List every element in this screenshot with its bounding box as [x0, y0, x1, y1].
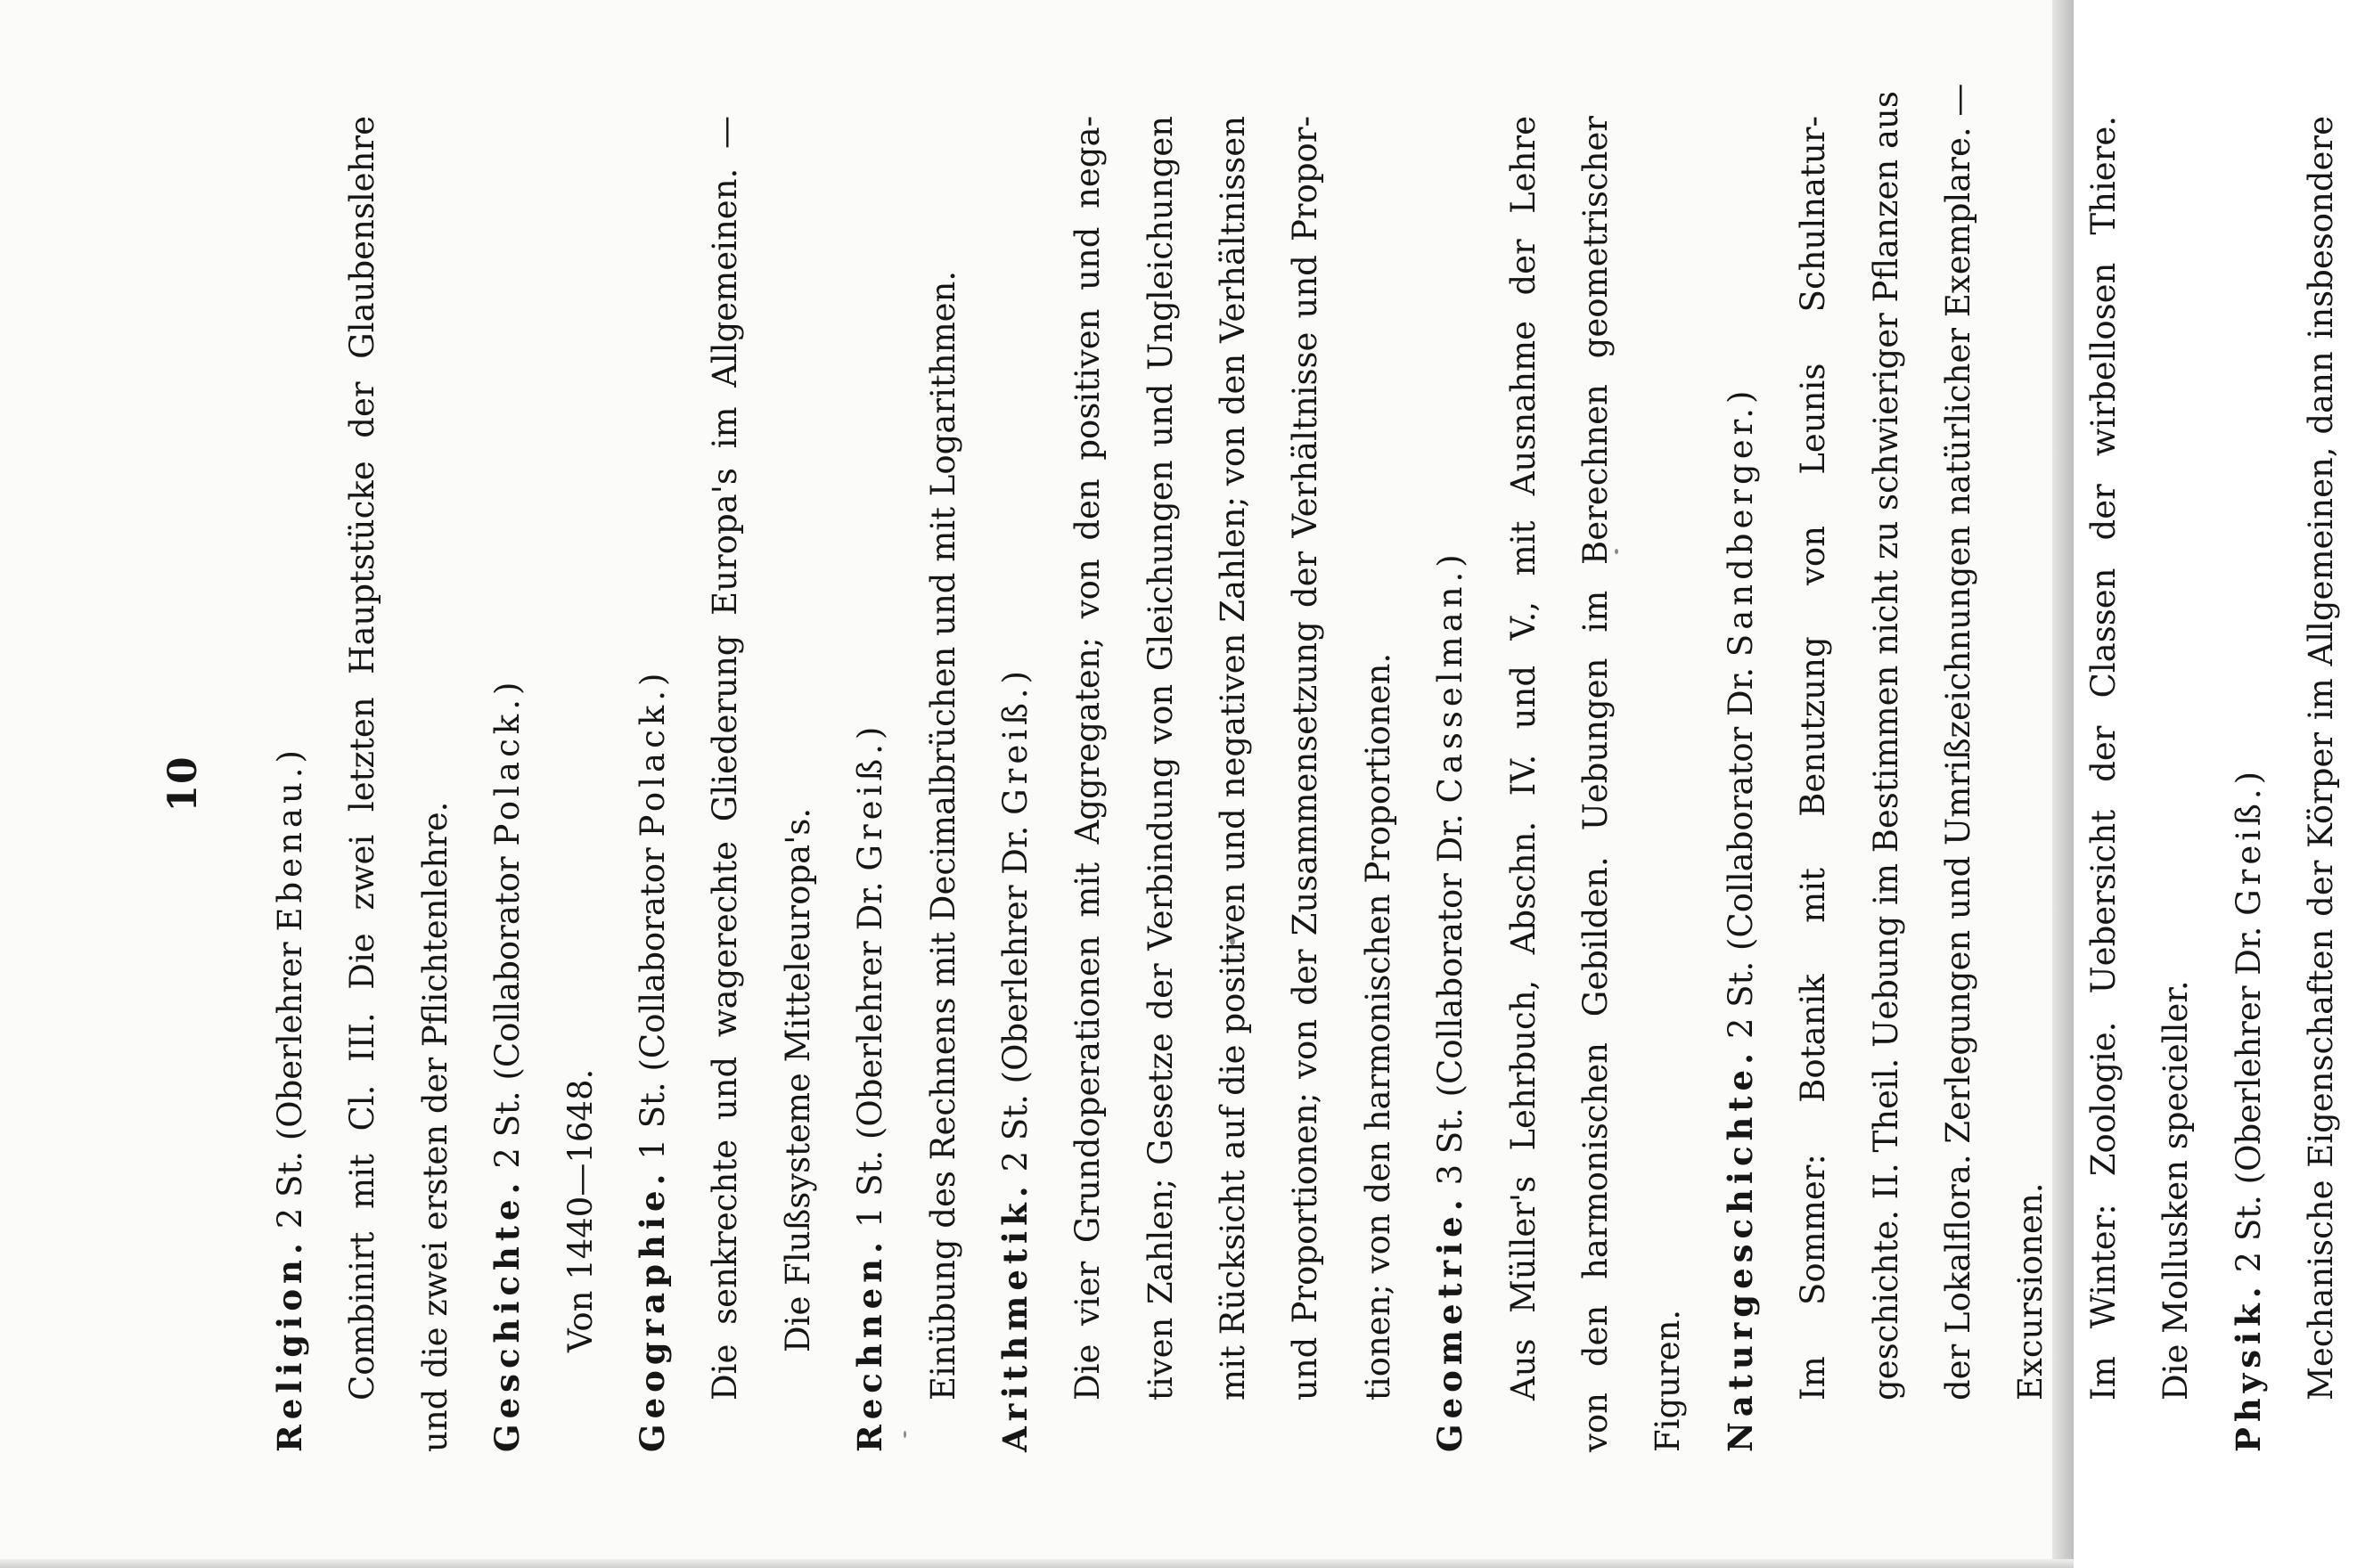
text-line [1850, 91, 1922, 1452]
subject-entry [254, 116, 471, 1452]
page-edge-bottom [0, 1559, 2074, 1568]
subject-entry [2213, 116, 2357, 1452]
line-text: tionen; von den harmonischen Proportionen. [1358, 652, 1397, 1401]
line-text: von den harmonischen Gebilden. Uebungen im Berechnen geometrischer [1576, 116, 1616, 1452]
curriculum-body [254, 83, 2357, 1452]
line-text: Excursionen. [2011, 1182, 2050, 1401]
line-text: und Proportionen; von der Zusammensetzung der Verhältnisse und Propor- [1286, 116, 1325, 1401]
subject-heading: Geographie. [632, 1168, 672, 1452]
text-line [1414, 116, 1486, 1452]
text-line [2213, 116, 2285, 1452]
page-number: 10 [160, 755, 206, 813]
hours-and-teacher: 2 St. (Collaborator [488, 856, 528, 1169]
text-line [1559, 116, 1632, 1452]
teacher-name: Greiß.) [995, 666, 1035, 815]
subject-heading: Religion. [270, 1237, 309, 1452]
subject-heading: Geometrie. [1430, 1194, 1470, 1452]
text-line [1705, 116, 1777, 1452]
text-line [254, 116, 326, 1452]
subject-entry [1705, 83, 2213, 1452]
text-line [1632, 116, 1704, 1452]
text-line [1487, 116, 1559, 1452]
text-line [907, 116, 979, 1452]
hours-and-teacher: 2 St. (Oberlehrer Dr. [2229, 926, 2268, 1273]
line-text: Figuren. [1649, 1309, 1688, 1452]
text-line [1342, 116, 1414, 1452]
line-text: der Lokalflora. Zerlegungen und Umrißzeichnungen natürlicher Exemplare. — [1938, 83, 1977, 1401]
line-text: Mechanische Eigenschaften der Körper im Allgemeinen, dann insbesondere [2301, 116, 2340, 1401]
hours-and-teacher: 3 St. (Collaborator Dr. [1431, 813, 1470, 1186]
line-text: mit Rücksicht auf die positiven und negativen Zahlen; von den Verhältnissen [1214, 116, 1253, 1401]
text-line [834, 116, 906, 1452]
text-line [2285, 116, 2357, 1452]
subject-entry [1414, 116, 1705, 1452]
text-line [617, 116, 689, 1452]
text-line [979, 116, 1052, 1452]
teacher-name: Sandberger.) [1721, 386, 1760, 657]
line-text: Im Sommer: Botanik mit Benutzung von Leunis Schulnatur- [1794, 116, 1833, 1401]
subject-entry [471, 116, 617, 1452]
subject-heading: Arithmetik. [994, 1180, 1035, 1452]
hours-and-teacher: 2 St. (Collaborator Dr. [1721, 666, 1760, 1040]
rotated-text-page [160, 83, 2340, 1452]
text-line [1994, 116, 2066, 1452]
text-line [326, 116, 398, 1452]
line-text: Aus Müller's Lehrbuch, Abschn. IV. und V., mit Ausnahme der Lehre [1503, 116, 1543, 1401]
text-line [689, 116, 761, 1452]
text-line [544, 116, 617, 1452]
hours-and-teacher: 1 St. (Collaborator [633, 847, 672, 1160]
text-line [1197, 116, 1269, 1452]
text-line [762, 116, 834, 1452]
hours-and-teacher: 2 St. (Oberlehrer [271, 942, 309, 1229]
subject-entry [617, 116, 834, 1452]
subject-entry [979, 116, 1414, 1452]
subject-heading: Rechnen. [850, 1237, 890, 1452]
teacher-name: Casselman.) [1431, 550, 1470, 804]
teacher-name: Polack.) [488, 677, 528, 846]
subject-heading: Geschichte. [487, 1177, 528, 1452]
line-text: Die senkrechte und wagerechte Gliederung Europa's im Allgemeinen. — [706, 116, 745, 1401]
text-line [2140, 116, 2212, 1452]
subject-heading: Physik. [2228, 1281, 2268, 1452]
hours-and-teacher: 2 St. (Oberlehrer Dr. [995, 825, 1035, 1172]
text-line [1125, 116, 1197, 1452]
text-line [399, 116, 471, 1452]
teacher-name: Polack.) [633, 668, 672, 837]
line-text: Von 1440—1648. [561, 1068, 600, 1352]
teacher-name: Greiß.) [851, 722, 890, 871]
subject-heading: Naturgeschichte. [1720, 1048, 1760, 1452]
text-line [471, 116, 544, 1452]
line-text: Die Flußsysteme Mitteleuropa's. [778, 807, 817, 1352]
hours-and-teacher: 1 St. (Oberlehrer Dr. [851, 881, 890, 1229]
text-line [1777, 116, 1849, 1452]
line-text: Im Winter: Zoologie. Uebersicht der Classen der wirbellosen Thiere. [2083, 116, 2123, 1401]
line-text: Combinirt mit Cl. III. Die zwei letzten Hauptstücke der Glaubenslehre [343, 116, 382, 1401]
text-line [1052, 116, 1124, 1452]
line-text: Einübung des Rechnens mit Decimalbrüchen und mit Logarithmen. [923, 270, 962, 1401]
line-text: Die Mollusken specieller. [2156, 980, 2196, 1401]
line-text: Die vier Grundoperationen mit Aggregaten; von den positiven und nega- [1068, 116, 1108, 1401]
text-line [1922, 83, 1994, 1452]
text-line [2067, 116, 2140, 1452]
subject-entry [834, 116, 979, 1452]
line-text: und die zwei ersten der Pflichtenlehre. [415, 801, 454, 1452]
line-text: geschichte. II. Theil. Uebung im Bestimmen nicht zu schwieriger Pflanzen aus [1866, 91, 1905, 1401]
teacher-name: Ebenau.) [271, 746, 309, 932]
teacher-name: Greiß.) [2229, 766, 2268, 916]
text-line [1269, 116, 1341, 1452]
line-text: tiven Zahlen; Gesetze der Verbindung von Gleichungen und Ungleichungen [1141, 116, 1180, 1401]
